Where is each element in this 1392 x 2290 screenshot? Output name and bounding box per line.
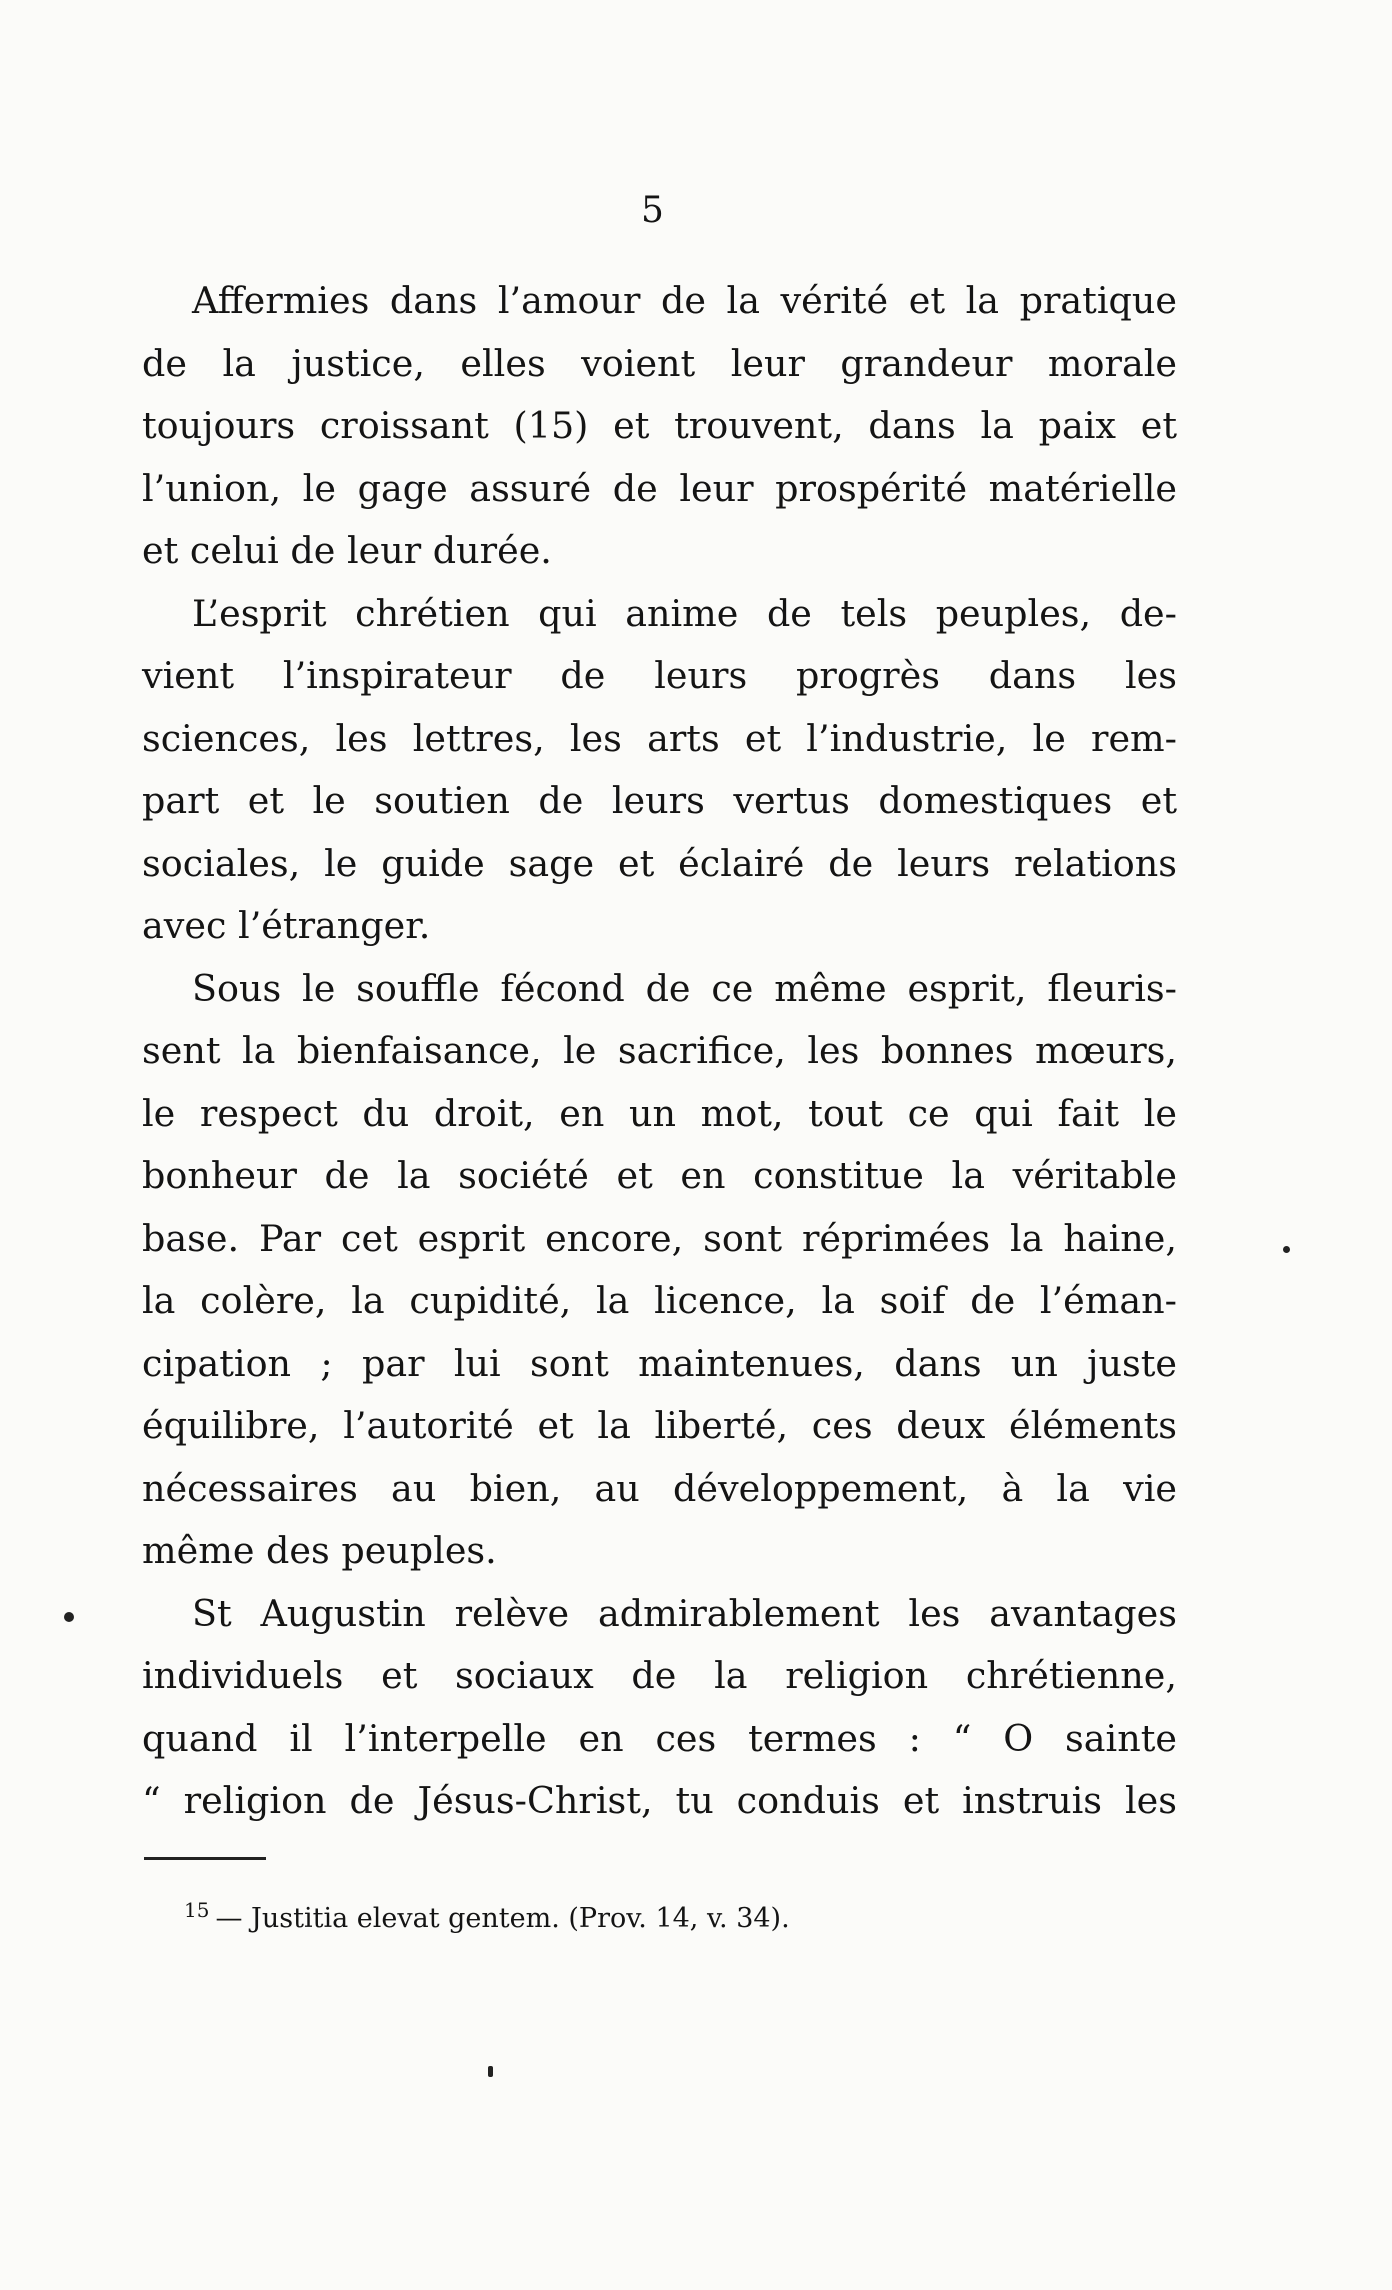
text-line: bonheur de la société et en constitue la véritable (142, 1154, 1177, 1197)
text-line: et celui de leur durée. (142, 529, 552, 572)
text-line: Affermies dans l’amour de la vérité et la pratique (192, 279, 1177, 322)
text-line: sciences, les lettres, les arts et l’industrie, le rem- (142, 716, 1177, 760)
paragraph (142, 583, 1177, 958)
paragraph (142, 1583, 1177, 1833)
text-line: individuels et sociaux de la religion chrétienne, (142, 1654, 1177, 1697)
paragraph (142, 958, 1177, 1583)
text-line: la colère, la cupidité, la licence, la soif de l’éman- (142, 1279, 1177, 1322)
text-line: sent la bienfaisance, le sacrifice, les bonnes mœurs, (142, 1029, 1177, 1072)
text-line: toujours croissant (15) et trouvent, dans la paix et (142, 404, 1177, 447)
scan-speck (64, 1612, 74, 1622)
text-line: avec l’étranger. (142, 904, 431, 947)
paragraph (142, 270, 1177, 583)
text-line: cipation ; par lui sont maintenues, dans un juste (142, 1341, 1177, 1385)
footnote-separator (144, 1857, 266, 1860)
text-line: sociales, le guide sage et éclairé de leurs relations (142, 841, 1177, 885)
page-number: 5 (641, 190, 664, 231)
text-line: L’esprit chrétien qui anime de tels peuples, de- (192, 591, 1177, 635)
footnote-text: — Justitia elevat gentem. (Prov. 14, v. 34). (215, 1903, 790, 1934)
text-line: part et le soutien de leurs vertus domestiques et (142, 779, 1177, 822)
body-text (142, 270, 1177, 1833)
text-line: de la justice, elles voient leur grandeur morale (142, 341, 1177, 385)
text-line: quand il l’interpelle en ces termes : “ O sainte (142, 1716, 1177, 1760)
text-line: St Augustin relève admirablement les avantages (192, 1591, 1177, 1635)
text-line: l’union, le gage assuré de leur prospérité matérielle (142, 466, 1177, 510)
text-line: vient l’inspirateur de leurs progrès dans les (142, 654, 1177, 697)
text-line: équilibre, l’autorité et la liberté, ces deux éléments (142, 1404, 1177, 1447)
scan-speck (488, 2066, 493, 2077)
text-line: même des peuples. (142, 1529, 497, 1572)
footnote (184, 1898, 790, 1934)
text-line: le respect du droit, en un mot, tout ce qui fait le (142, 1091, 1177, 1135)
text-line: “ religion de Jésus-Christ, tu conduis et instruis les (142, 1779, 1177, 1822)
text-line: nécessaires au bien, au développement, à la vie (142, 1466, 1177, 1510)
scan-speck (1283, 1246, 1290, 1253)
text-line: Sous le souffle fécond de ce même esprit, fleuris- (192, 966, 1177, 1010)
text-line: base. Par cet esprit encore, sont réprimées la haine, (142, 1216, 1177, 1260)
footnote-marker: 15 (184, 1898, 210, 1922)
